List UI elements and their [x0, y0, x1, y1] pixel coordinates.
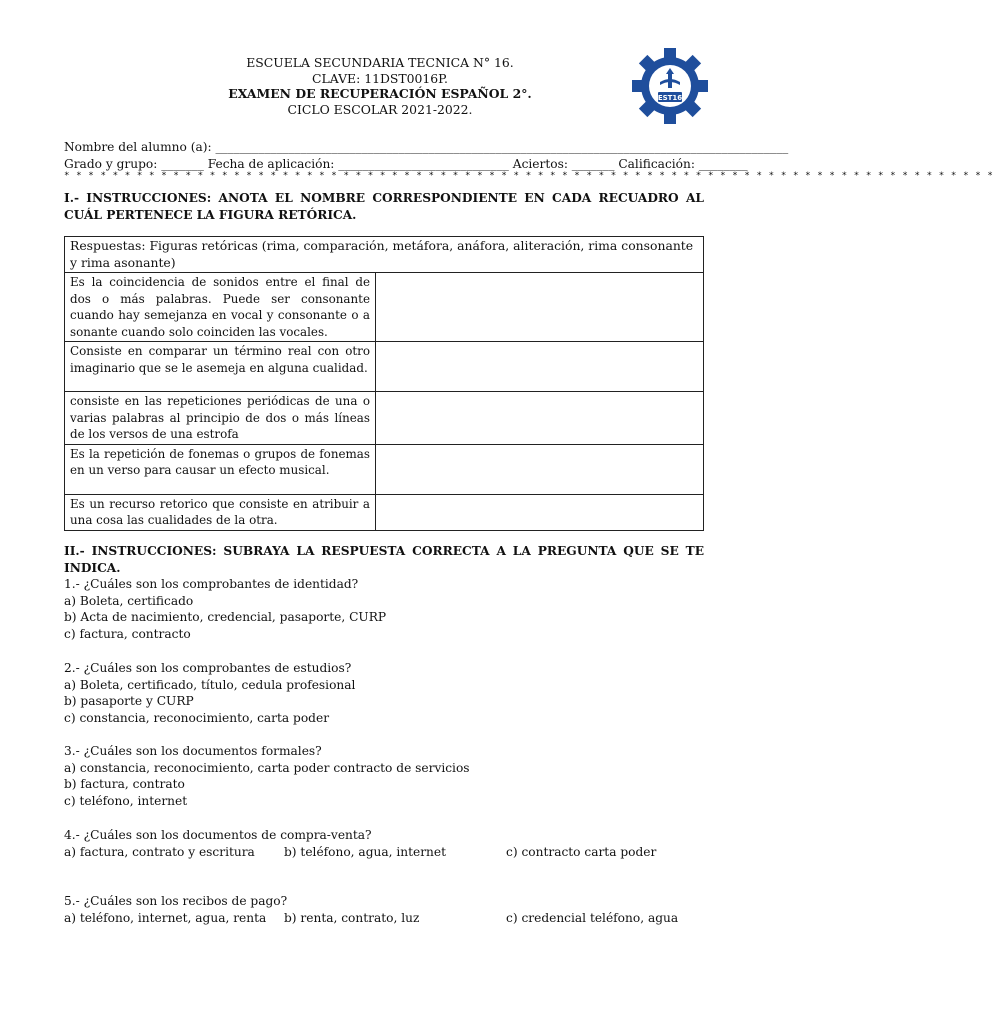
figure-description: Es la coincidencia de sonidos entre el final de dos o más palabras. Puede ser consonante cuando hay semejanza en vocal y consonante o a sonante cuando solo coinciden las vocales. [65, 273, 376, 342]
question-text: 1.- ¿Cuáles son los comprobantes de identidad? [64, 577, 359, 591]
figure-description: consiste en las repeticiones periódicas de una o varias palabras al principio de dos o más líneas de los versos de una estrofa [65, 392, 376, 445]
table-row [65, 342, 704, 392]
figure-description: Es la repetición de fonemas o grupos de fonemas en un verso para causar un efecto musical. [65, 444, 376, 494]
question-text: 2.- ¿Cuáles son los comprobantes de estudios? [64, 661, 352, 675]
logo-text: EST16 [657, 94, 683, 102]
question-text: 5.- ¿Cuáles son los recibos de pago? [64, 894, 288, 908]
question-text: 3.- ¿Cuáles son los documentos formales? [64, 744, 322, 758]
question-2 [64, 660, 704, 726]
option-a[interactable]: a) Boleta, certificado [64, 593, 194, 608]
student-name-field[interactable]: Nombre del alumno (a): ______________________________________________________________________________________________ [64, 140, 789, 154]
answer-box[interactable] [376, 342, 704, 392]
answer-box[interactable] [376, 444, 704, 494]
option-c[interactable]: c) factura, contracto [64, 626, 191, 641]
table-row [65, 494, 704, 530]
school-key: CLAVE: 11DST0016P. [312, 70, 448, 86]
star-divider: * * * * * * * * * * * * * * * * * * * * * * * * * * * * * * * * * * * * * * * * * * * * * * * * * * * * * * * * * * * * * * * * * * * * * * * * * * * * * [64, 171, 993, 181]
student-fields [64, 139, 789, 173]
option-c[interactable]: c) contracto carta poder [506, 844, 657, 859]
option-c[interactable]: c) credencial teléfono, agua [506, 910, 679, 925]
option-b[interactable]: b) pasaporte y CURP [64, 694, 194, 708]
option-c[interactable]: c) constancia, reconocimiento, carta poder [64, 710, 330, 725]
option-b[interactable]: b) Acta de nacimiento, credencial, pasaporte, CURP [64, 610, 387, 624]
table-row [65, 444, 704, 494]
option-a[interactable]: a) constancia, reconocimiento, carta poder contracto de servicios [64, 760, 470, 775]
exam-title: EXAMEN DE RECUPERACIÓN ESPAÑOL 2°. [228, 86, 532, 101]
question-5 [64, 893, 704, 926]
option-b[interactable]: b) teléfono, agua, internet [284, 844, 447, 859]
option-c[interactable]: c) teléfono, internet [64, 793, 188, 808]
school-logo [630, 46, 710, 126]
options-row [64, 844, 704, 861]
options-row [64, 910, 704, 927]
table-row [65, 392, 704, 445]
figure-description: Es un recurso retorico que consiste en atribuir a una cosa las cualidades de la otra. [65, 494, 376, 530]
figure-description: Consiste en comparar un término real con otro imaginario que se le asemeja en alguna cualidad. [65, 342, 376, 392]
school-cycle: CICLO ESCOLAR 2021-2022. [287, 101, 473, 117]
exam-header [150, 55, 610, 117]
table-row [65, 273, 704, 342]
option-b[interactable]: b) renta, contrato, luz [284, 910, 420, 925]
option-b[interactable]: b) factura, contrato [64, 777, 185, 791]
option-a[interactable]: a) factura, contrato y escritura [64, 844, 255, 859]
section-1-instructions: I.- INSTRUCCIONES: ANOTA EL NOMBRE CORRESPONDIENTE EN CADA RECUADRO AL CUÁL PERTENECE LA FIGURA RETÓRICA. [64, 191, 704, 222]
figures-table [64, 236, 704, 531]
option-a[interactable]: a) teléfono, internet, agua, renta [64, 910, 267, 925]
answer-box[interactable] [376, 392, 704, 445]
question-text: 4.- ¿Cuáles son los documentos de compra-venta? [64, 828, 372, 842]
option-a[interactable]: a) Boleta, certificado, título, cedula profesional [64, 677, 356, 692]
school-name: ESCUELA SECUNDARIA TECNICA N° 16. [246, 55, 514, 70]
question-1 [64, 576, 704, 642]
section-2-instructions: II.- INSTRUCCIONES: SUBRAYA LA RESPUESTA CORRECTA A LA PREGUNTA QUE SE TE INDICA. [64, 544, 704, 575]
question-4 [64, 827, 704, 860]
answers-header-row [65, 237, 704, 273]
grade-date-score-field[interactable]: Grado y grupo: _______ Fecha de aplicación: ____________________________ Aciertos: _______ Calificación: ________ [64, 157, 748, 171]
answer-box[interactable] [376, 494, 704, 530]
answer-box[interactable] [376, 273, 704, 342]
answers-label: Respuestas: Figuras retóricas (rima, comparación, metáfora, anáfora, aliteración, rima consonante y rima asonante) [65, 237, 704, 273]
question-3 [64, 743, 704, 809]
